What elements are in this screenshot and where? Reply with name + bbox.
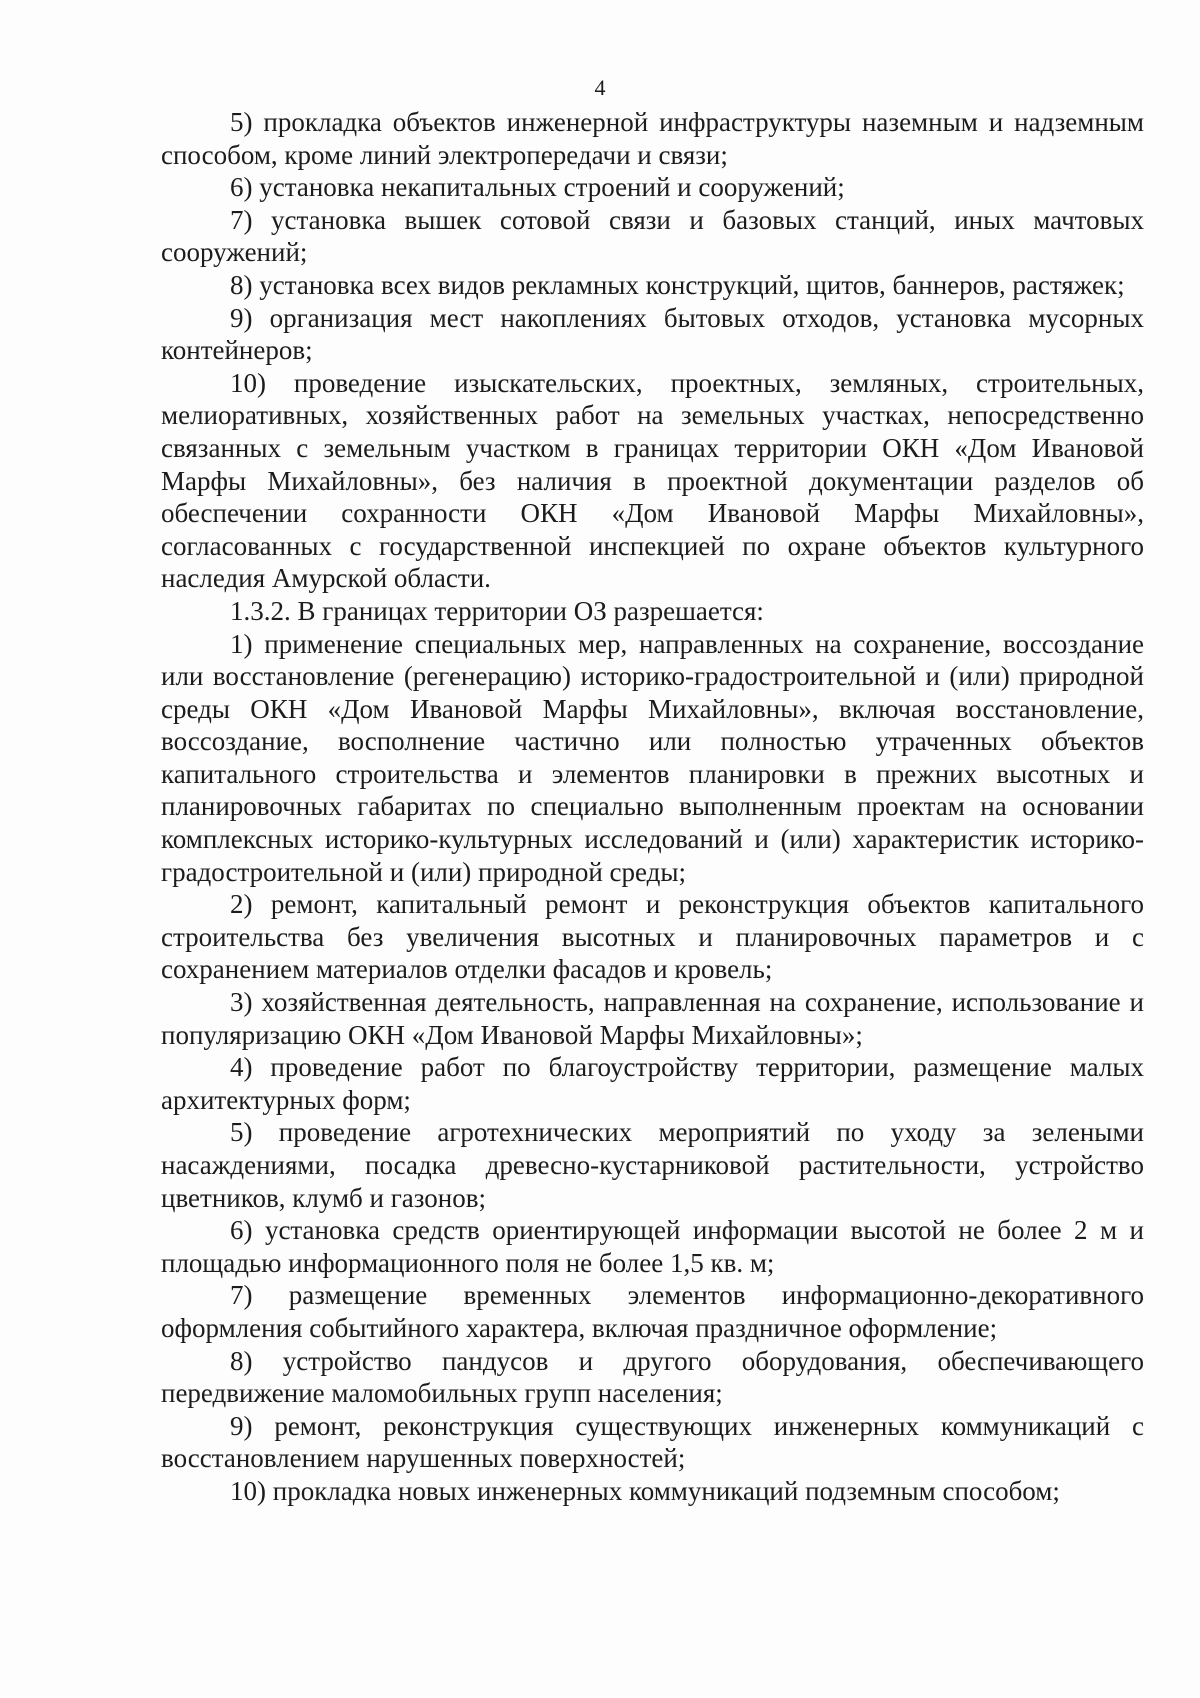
paragraph-allowed-4-landscaping: 4) проведение работ по благоустройству территории, размещение малых архитектурных форм; bbox=[161, 1052, 1144, 1115]
page-number: 4 bbox=[594, 75, 606, 100]
paragraph-item-8-advertising: 8) установка всех видов рекламных конструкций, щитов, баннеров, растяжек; bbox=[230, 269, 1125, 300]
paragraph-allowed-8-ramps: 8) устройство пандусов и другого оборудования, обеспечивающего передвижение маломобильных групп населения; bbox=[161, 1345, 1144, 1409]
section-heading-1-3-2: 1.3.2. В границах территории ОЗ разрешается: bbox=[230, 595, 764, 626]
paragraph-item-6-non-capital-structures: 6) установка некапитальных строений и сооружений; bbox=[230, 172, 845, 203]
paragraph-allowed-3-economic-activity: 3) хозяйственная деятельность, направленная на сохранение, использование и популяризацию ОКН «Дом Ивановой Марфы Михайловны»; bbox=[161, 987, 1144, 1050]
paragraph-allowed-6-signage: 6) установка средств ориентирующей информации высотой не более 2 м и площадью информационного поля не более 1,5 кв. м; bbox=[161, 1215, 1144, 1278]
paragraph-allowed-7-temporary-decor: 7) размещение временных элементов информационно-декоративного оформления событийного характера, включая праздничное оформление; bbox=[161, 1280, 1144, 1343]
document-body bbox=[161, 106, 1144, 1508]
paragraph-allowed-9-utilities-repair: 9) ремонт, реконструкция существующих инженерных коммуникаций с восстановлением нарушенных поверхностей; bbox=[161, 1410, 1144, 1474]
paragraph-allowed-5-agrotechnical: 5) проведение агротехнических мероприятий по уходу за зелеными насаждениями, посадка древесно-кустарниковой растительности, устройство цветников, клумб и газонов; bbox=[161, 1117, 1144, 1213]
paragraph-item-10-works: 10) проведение изыскательских, проектных, земляных, строительных, мелиоративных, хозяйственных работ на земельных участках, непосредственно связанных с земельным участком в границах территории ОКН «Дом Ивановой Марфы Михайловны», без наличия в проектной документации разделов об обеспечении сохранности ОКН «Дом Ивановой Марфы Михайловны», согласованных с государственной инспекцией по охране объектов культурного наследия Амурской области. bbox=[161, 367, 1144, 594]
paragraph-allowed-1-special-measures: 1) применение специальных мер, направленных на сохранение, воссоздание или восстановление (регенерацию) историко-градостроительной и (или) природной среды ОКН «Дом Ивановой Марфы Михайловны», включая восстановление, воссоздание, восполнение частично или полностью утраченных объектов капитального строительства и элементов планировки в прежних высотных и планировочных габаритах по специально выполненным проектам на основании комплексных историко-культурных исследований и (или) характеристик историко-градостроительной и (или) природной среды; bbox=[161, 628, 1144, 887]
paragraph-item-5-infrastructure: 5) прокладка объектов инженерной инфраструктуры наземным и надземным способом, кроме линий электропередачи и связи; bbox=[161, 107, 1144, 170]
paragraph-allowed-2-repair: 2) ремонт, капитальный ремонт и реконструкция объектов капитального строительства без увеличения высотных и планировочных параметров и с сохранением материалов отделки фасадов и кровель; bbox=[161, 889, 1144, 985]
paragraph-item-9-waste-sites: 9) организация мест накоплениях бытовых отходов, установка мусорных контейнеров; bbox=[161, 302, 1144, 366]
paragraph-item-7-cell-towers: 7) установка вышек сотовой связи и базовых станций, иных мачтовых сооружений; bbox=[161, 204, 1144, 268]
paragraph-allowed-10-new-utilities: 10) прокладка новых инженерных коммуникаций подземным способом; bbox=[230, 1475, 1060, 1506]
